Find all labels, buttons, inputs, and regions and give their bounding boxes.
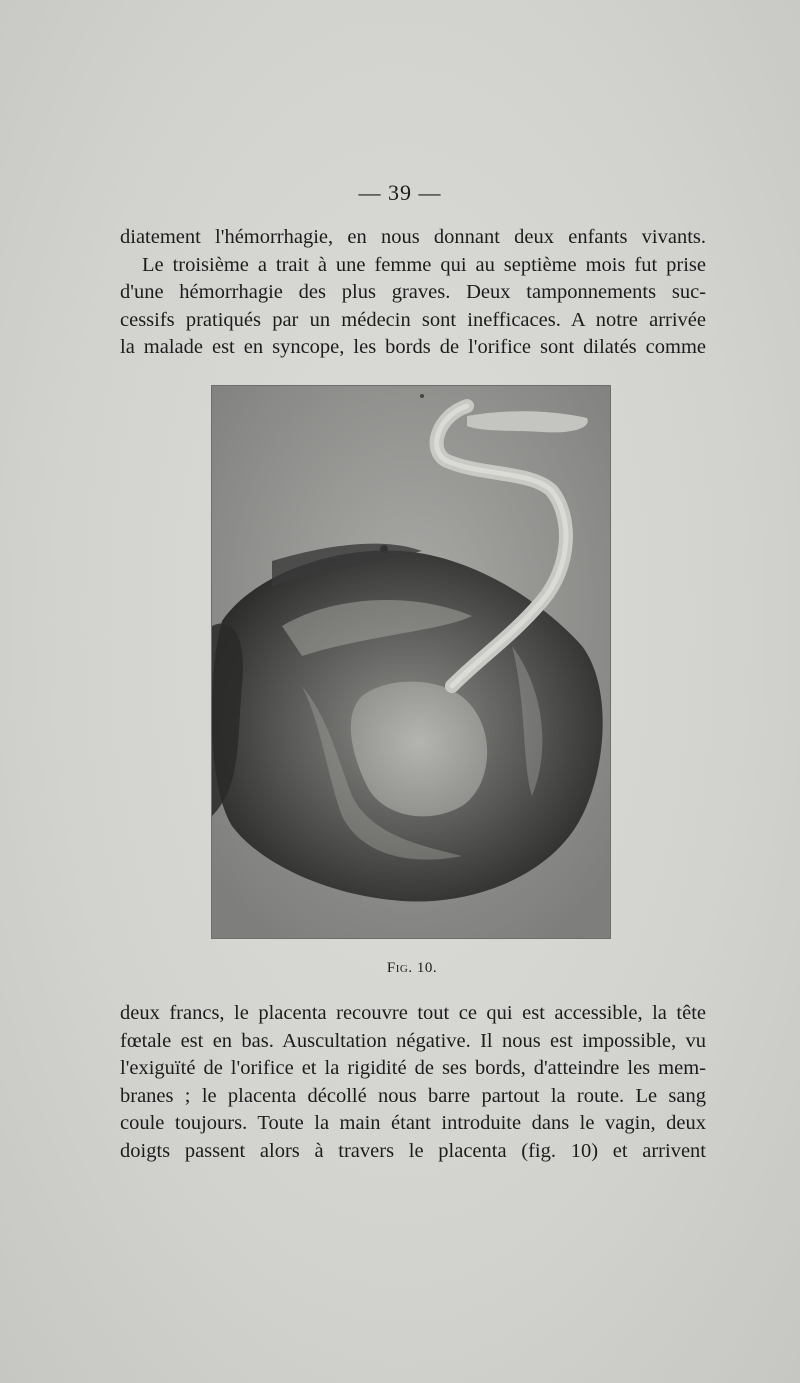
- figure-caption: Fig. 10.: [386, 960, 438, 976]
- text-line: coule toujours. Toute la main étant introduite dans le vagin, deux: [120, 1112, 706, 1135]
- text-block-top: [120, 224, 706, 362]
- text-line: doigts passent alors à travers le placenta (fig. 10) et arrivent: [120, 1139, 706, 1162]
- text-line: branes ; le placenta décollé nous barre partout la route. Le sang: [120, 1084, 706, 1107]
- text-line: diatement l'hémorrhagie, en nous donnant deux enfants vivants.: [120, 226, 706, 248]
- text-line: deux francs, le placenta recouvre tout ce qui est accessible, la tête: [120, 1002, 706, 1024]
- text-line: d'une hémorrhagie des plus graves. Deux tamponnements suc-: [120, 281, 706, 304]
- text-block-bottom: [120, 1000, 706, 1166]
- page-number: — 39 —: [358, 180, 442, 205]
- text-line: fœtale est en bas. Auscultation négative. Il nous est impossible, vu: [120, 1029, 706, 1052]
- placenta-photograph: [212, 386, 610, 938]
- text-line: la malade est en syncope, les bords de l'orifice sont dilatés comme: [120, 336, 706, 359]
- text-line: cessifs pratiqués par un médecin sont inefficaces. A notre arrivée: [120, 308, 706, 331]
- text-line: Le troisième a trait à une femme qui au septième mois fut prise: [142, 253, 706, 276]
- figure-10-placenta-photo: [212, 386, 610, 938]
- text-line: l'exiguïté de l'orifice et la rigidité de ses bords, d'atteindre les mem-: [120, 1057, 706, 1080]
